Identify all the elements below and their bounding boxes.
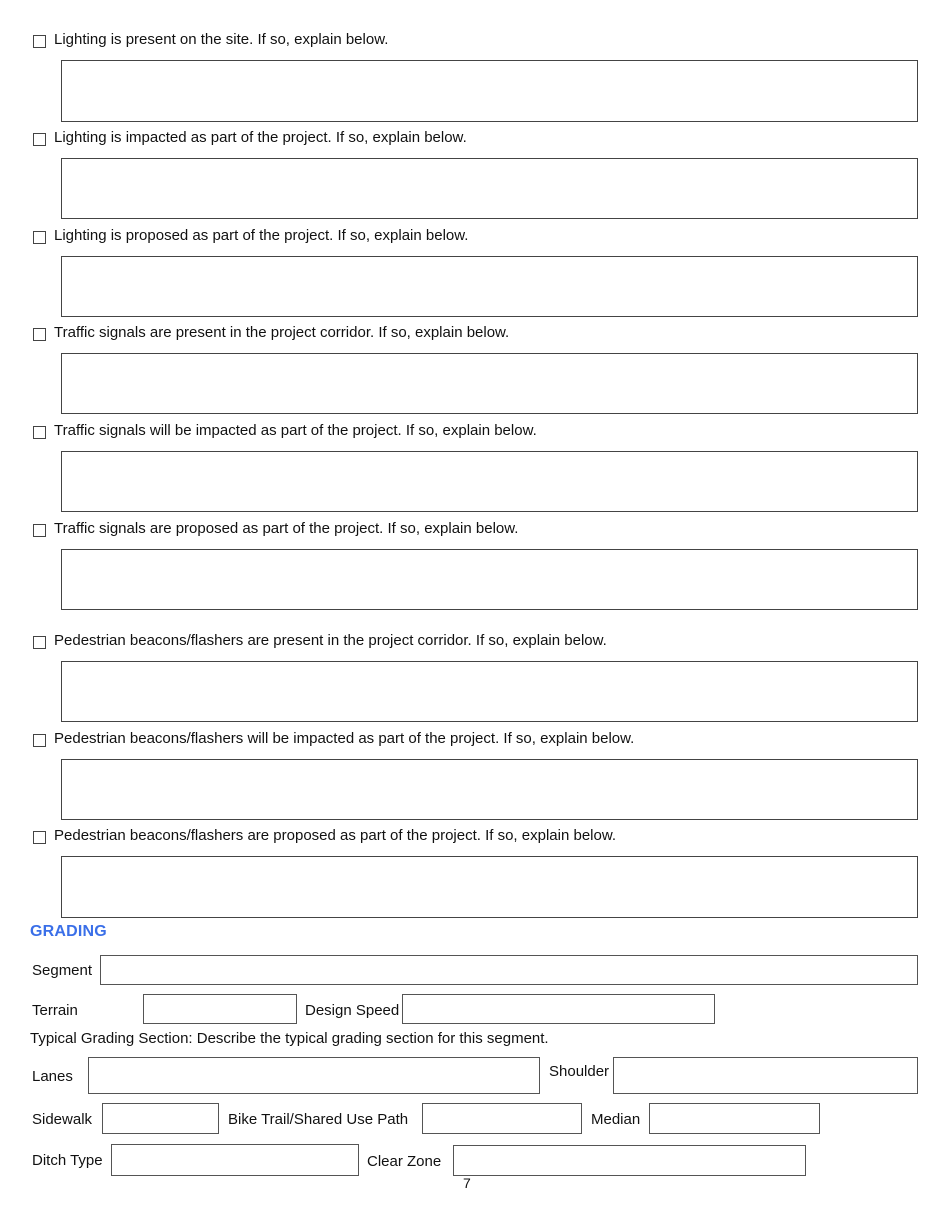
pedestrian-beacons-impacted-checkbox[interactable] [33, 734, 46, 747]
ditch-type-field[interactable] [111, 1144, 359, 1176]
question-label: Pedestrian beacons/flashers will be impacted as part of the project. If so, explain below. [54, 730, 635, 747]
lighting-present-explain-field[interactable] [61, 60, 918, 122]
grading-heading: GRADING [30, 923, 107, 940]
question-label: Traffic signals will be impacted as part of the project. If so, explain below. [54, 422, 537, 439]
question-label: Lighting is proposed as part of the project. If so, explain below. [54, 227, 469, 244]
bike-trail-field[interactable] [422, 1103, 582, 1134]
pedestrian-beacons-proposed-checkbox[interactable] [33, 831, 46, 844]
shoulder-label: Shoulder [549, 1063, 610, 1080]
lanes-field[interactable] [88, 1057, 540, 1094]
typical-grading-section-text: Typical Grading Section: Describe the typical grading section for this segment. [30, 1030, 549, 1047]
terrain-field[interactable] [143, 994, 297, 1024]
ditch-type-label: Ditch Type [32, 1152, 103, 1169]
question-label: Lighting is impacted as part of the project. If so, explain below. [54, 129, 467, 146]
question-label: Traffic signals are proposed as part of the project. If so, explain below. [54, 520, 519, 537]
lighting-impacted-checkbox[interactable] [33, 133, 46, 146]
lighting-present-checkbox[interactable] [33, 35, 46, 48]
clear-zone-label: Clear Zone [367, 1153, 442, 1170]
lighting-proposed-checkbox[interactable] [33, 231, 46, 244]
pedestrian-beacons-present-checkbox[interactable] [33, 636, 46, 649]
traffic-signals-proposed-checkbox[interactable] [33, 524, 46, 537]
clear-zone-field[interactable] [453, 1145, 806, 1176]
traffic-signals-proposed-explain-field[interactable] [61, 549, 918, 610]
segment-label: Segment [32, 962, 93, 979]
traffic-signals-present-checkbox[interactable] [33, 328, 46, 341]
bike-trail-label: Bike Trail/Shared Use Path [228, 1111, 409, 1128]
question-label: Traffic signals are present in the project corridor. If so, explain below. [54, 324, 510, 341]
median-field[interactable] [649, 1103, 820, 1134]
segment-field[interactable] [100, 955, 918, 985]
design-speed-label: Design Speed [305, 1002, 400, 1019]
traffic-signals-present-explain-field[interactable] [61, 353, 918, 414]
lighting-impacted-explain-field[interactable] [61, 158, 918, 219]
page-number: 7 [463, 1175, 471, 1191]
design-speed-field[interactable] [402, 994, 715, 1024]
pedestrian-beacons-proposed-explain-field[interactable] [61, 856, 918, 918]
pedestrian-beacons-impacted-explain-field[interactable] [61, 759, 918, 820]
question-label: Lighting is present on the site. If so, explain below. [54, 31, 389, 48]
traffic-signals-impacted-checkbox[interactable] [33, 426, 46, 439]
lanes-label: Lanes [32, 1068, 73, 1085]
median-label: Median [591, 1111, 641, 1128]
terrain-label: Terrain [32, 1002, 78, 1019]
sidewalk-label: Sidewalk [32, 1111, 93, 1128]
shoulder-field[interactable] [613, 1057, 918, 1094]
pedestrian-beacons-present-explain-field[interactable] [61, 661, 918, 722]
traffic-signals-impacted-explain-field[interactable] [61, 451, 918, 512]
lighting-proposed-explain-field[interactable] [61, 256, 918, 317]
question-label: Pedestrian beacons/flashers are present in the project corridor. If so, explain below. [54, 632, 607, 649]
question-label: Pedestrian beacons/flashers are proposed as part of the project. If so, explain below. [54, 827, 617, 844]
sidewalk-field[interactable] [102, 1103, 219, 1134]
